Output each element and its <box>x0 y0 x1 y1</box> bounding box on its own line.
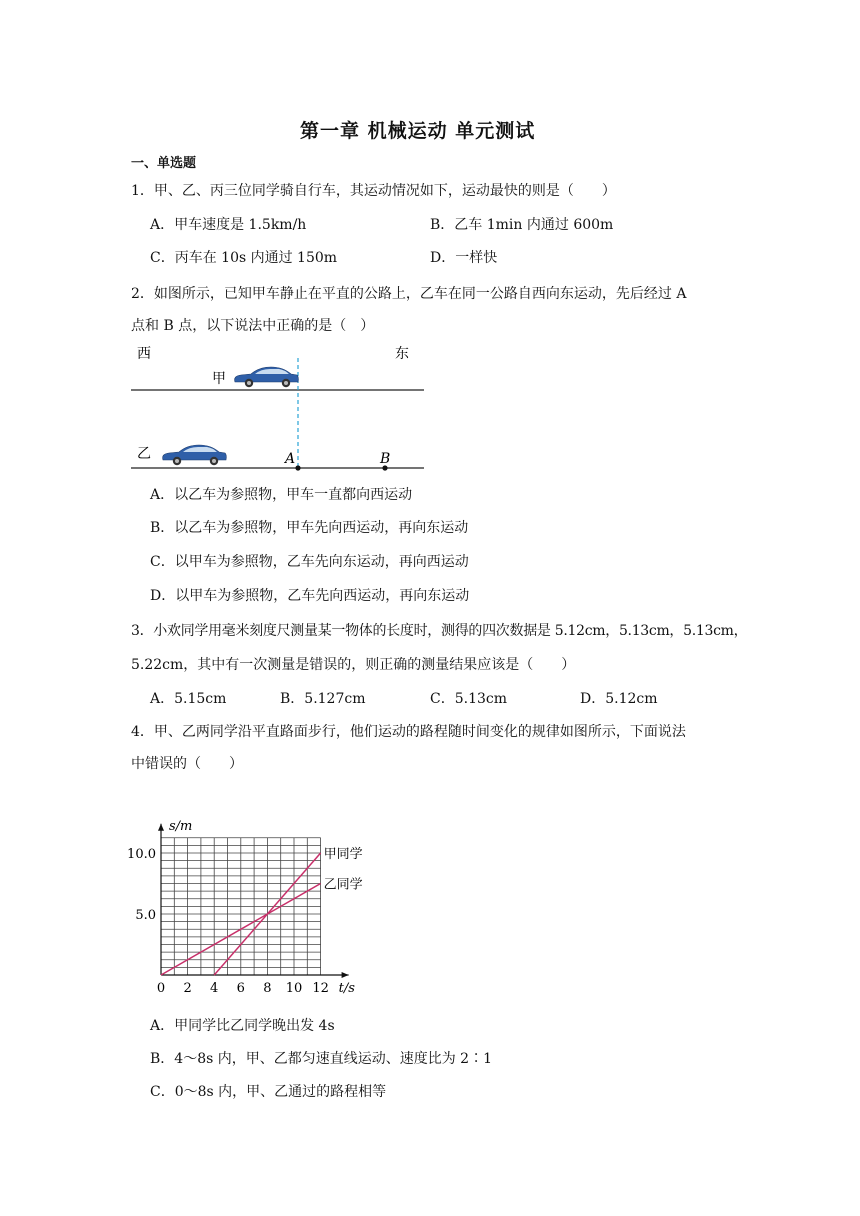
q4-option-c[interactable]: C．0～8s 内，甲、乙通过的路程相等 <box>150 1084 387 1100</box>
section-heading: 一、单选题 <box>131 156 197 171</box>
question-2-stem-line1: 2．如图所示，已知甲车静止在平直的公路上，乙车在同一公路自西向东运动，先后经过 A <box>131 286 687 302</box>
x-tick-label: 6 <box>236 981 245 996</box>
x-tick-label: 8 <box>263 981 272 996</box>
car-jia-icon <box>235 367 299 387</box>
q2-option-c[interactable]: C．以甲车为参照物，乙车先向东运动，再向西运动 <box>150 554 469 570</box>
q4-option-b[interactable]: B．4～8s 内，甲、乙都匀速直线运动、速度比为 2∶1 <box>150 1051 493 1067</box>
q1-option-a[interactable]: A．甲车速度是 1.5km/h <box>150 217 307 233</box>
question-2-stem-line2: 点和 B 点，以下说法中正确的是（ ） <box>131 318 375 334</box>
x-tick-label: 10 <box>285 981 303 996</box>
car-jia-label: 甲 <box>212 371 226 387</box>
q1-option-c[interactable]: C．丙车在 10s 内通过 150m <box>150 250 338 266</box>
x-tick-label: 0 <box>156 981 166 996</box>
x-tick-label: 2 <box>183 981 192 996</box>
distance-time-chart <box>125 785 395 1000</box>
x-axis-arrow <box>342 972 349 978</box>
east-label: 东 <box>395 346 409 362</box>
y-tick-label: 5.0 <box>135 908 156 923</box>
q2-option-b[interactable]: B．以乙车为参照物，甲车先向西运动，再向东运动 <box>150 520 469 536</box>
question-3-stem-line1: 3．小欢同学用毫米刻度尺测量某一物体的长度时，测得的四次数据是 5.12cm，5.13cm，5.13cm， <box>131 623 748 639</box>
series-label-1: 甲同学 <box>323 847 363 862</box>
road-figure <box>125 340 435 475</box>
q3-option-a[interactable]: A．5.15cm <box>150 691 227 707</box>
point-b-label: B <box>380 451 391 467</box>
q3-option-d[interactable]: D．5.12cm <box>580 691 658 707</box>
q2-option-a[interactable]: A．以乙车为参照物，甲车一直都向西运动 <box>150 487 413 503</box>
x-tick-label: 12 <box>312 981 329 996</box>
question-3-stem-line2: 5.22cm，其中有一次测量是错误的，则正确的测量结果应该是（ ） <box>131 657 576 673</box>
y-tick-label: 10.0 <box>127 847 156 862</box>
q4-option-a[interactable]: A．甲同学比乙同学晚出发 4s <box>150 1018 335 1034</box>
question-4-stem-line2: 中错误的（ ） <box>131 756 243 772</box>
point-a-label: A <box>285 451 296 467</box>
point-a <box>295 465 300 470</box>
page-title: 第一章 机械运动 单元测试 <box>300 120 536 142</box>
west-label: 西 <box>137 346 151 362</box>
q3-option-b[interactable]: B．5.127cm <box>280 691 366 707</box>
x-axis-label: t/s <box>338 981 355 996</box>
q1-option-d[interactable]: D．一样快 <box>430 250 498 266</box>
q3-option-c[interactable]: C．5.13cm <box>430 691 507 707</box>
q1-option-b[interactable]: B．乙车 1min 内通过 600m <box>430 217 614 233</box>
series-label-2: 乙同学 <box>323 877 363 893</box>
car-yi-icon <box>163 445 227 465</box>
y-axis-label: s/m <box>169 818 193 834</box>
question-1-stem: 1．甲、乙、丙三位同学骑自行车，其运动情况如下，运动最快的则是（ ） <box>131 183 616 199</box>
y-axis-arrow <box>158 824 164 831</box>
q2-option-d[interactable]: D．以甲车为参照物，乙车先向西运动，再向东运动 <box>150 588 470 604</box>
question-4-stem-line1: 4．甲、乙两同学沿平直路面步行，他们运动的路程随时间变化的规律如图所示，下面说法 <box>131 724 686 740</box>
car-yi-label: 乙 <box>137 446 151 462</box>
x-tick-label: 4 <box>210 981 219 996</box>
